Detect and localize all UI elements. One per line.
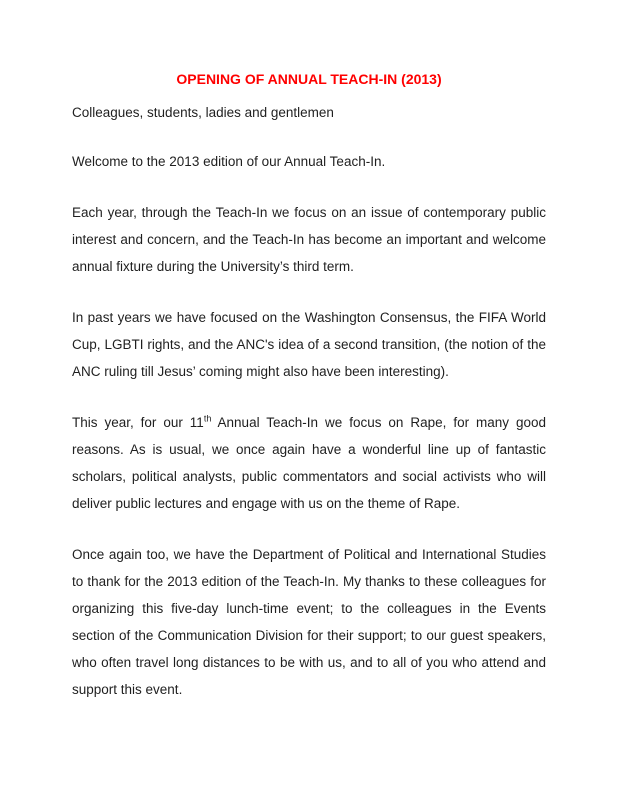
paragraph-each-year: Each year, through the Teach-In we focus on an issue of contemporary public interest and concern, and the Teach-In has become an important and welcome annual fixture during the University’s third term. xyxy=(72,205,546,274)
this-year-text-after-superscript: Annual Teach-In we focus on Rape, for many good reasons. As is usual, we once again have a wonderful line up of fantastic scholars, political analysts, public commentators and social activists who will deliver public lectures and engage with us on the theme of Rape. xyxy=(72,415,546,511)
paragraph-acknowledgements: Once again too, we have the Department of Political and International Studies to thank for the 2013 edition of the Teach-In. My thanks to these colleagues for organizing this five-day lunch-time event; to the colleagues in the Events section of the Communication Division for their support; to our guest speakers, who often travel long distances to be with us, and to all of you who attend and support this event. xyxy=(72,547,546,697)
document-title: OPENING OF ANNUAL TEACH-IN (2013) xyxy=(176,71,442,87)
paragraph-salutation: Colleagues, students, ladies and gentlemen xyxy=(72,105,334,120)
paragraph-this-year xyxy=(72,409,546,517)
ordinal-superscript: th xyxy=(203,413,212,424)
paragraph-past-years: In past years we have focused on the Washington Consensus, the FIFA World Cup, LGBTI rights, and the ANC's idea of a second transition, (the notion of the ANC ruling till Jesus’ coming might also have been interesting). xyxy=(72,310,546,379)
paragraph-welcome: Welcome to the 2013 edition of our Annual Teach-In. xyxy=(72,154,386,169)
this-year-text-before-superscript: This year, for our 11 xyxy=(72,415,204,430)
